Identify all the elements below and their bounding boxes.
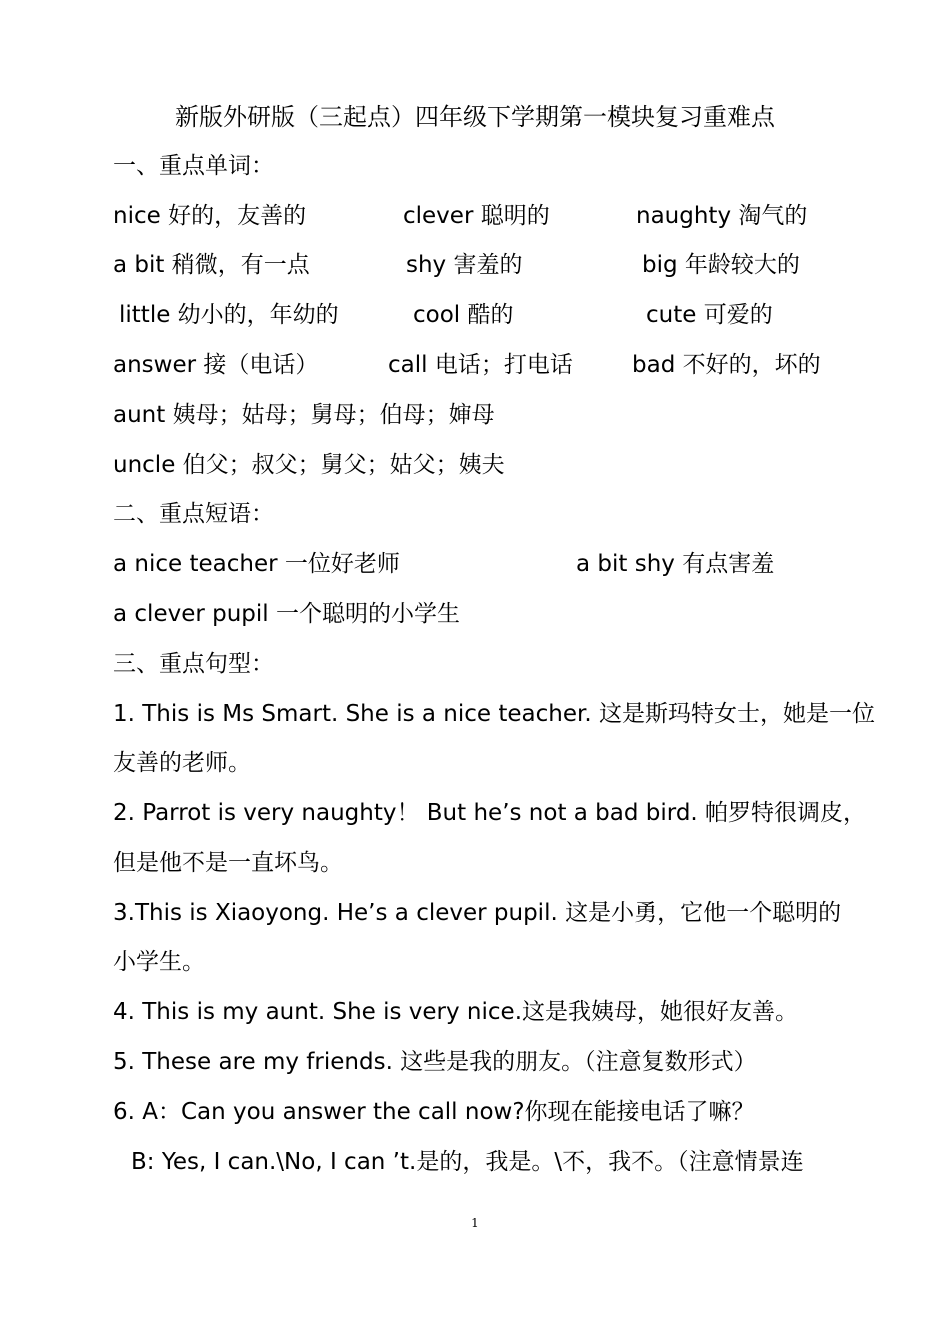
sentence-3-line-2: 小学生。 (113, 949, 205, 975)
word-shy: shy 害羞的 (406, 252, 523, 278)
phrases-heading: 二、重点短语： (113, 501, 274, 527)
sentence-6-answer: B: Yes, I can.\No, I can ’t.是的，我是。\不，我不。（注意情景连 (131, 1149, 804, 1175)
word-naughty: naughty 淘气的 (636, 203, 808, 229)
sentence-5: 5. These are my friends. 这些是我的朋友。（注意复数形式） (113, 1049, 757, 1075)
phrase-bit-shy: a bit shy 有点害羞 (576, 551, 775, 577)
word-answer: answer 接（电话） (113, 352, 319, 378)
word-cool: cool 酷的 (413, 302, 514, 328)
sentence-2-line-2: 但是他不是一直坏鸟。 (113, 850, 343, 876)
word-bad: bad 不好的，坏的 (632, 352, 821, 378)
word-call: call 电话；打电话 (388, 352, 573, 378)
sentence-1-line-1: 1. This is Ms Smart. She is a nice teacher. 这是斯玛特女士，她是一位 (113, 701, 875, 727)
page-number: 1 (471, 1216, 479, 1230)
word-aunt: aunt 姨母；姑母；舅母；伯母；婶母 (113, 402, 495, 428)
words-heading: 一、重点单词： (113, 153, 274, 179)
word-nice: nice 好的，友善的 (113, 203, 307, 229)
sentence-3-line-1: 3.This is Xiaoyong. He’s a clever pupil. 这是小勇，它他一个聪明的 (113, 900, 842, 926)
word-uncle: uncle 伯父；叔父；舅父；姑父；姨夫 (113, 452, 505, 478)
sentence-2-line-1: 2. Parrot is very naughty！ But he’s not a bad bird. 帕罗特很调皮， (113, 800, 867, 826)
phrase-nice-teacher: a nice teacher 一位好老师 (113, 551, 400, 577)
document-title: 新版外研版（三起点）四年级下学期第一模块复习重难点 (175, 103, 775, 131)
sentence-1-line-2: 友善的老师。 (113, 750, 251, 776)
word-little: little 幼小的，年幼的 (119, 302, 339, 328)
word-clever: clever 聪明的 (403, 203, 550, 229)
word-a-bit: a bit 稍微，有一点 (113, 252, 310, 278)
phrase-clever-pupil: a clever pupil 一个聪明的小学生 (113, 601, 460, 627)
sentence-6-question: 6. A：Can you answer the call now?你现在能接电话了嘛？ (113, 1099, 755, 1125)
sentence-4: 4. This is my aunt. She is very nice.这是我姨母，她很好友善。 (113, 999, 799, 1025)
word-cute: cute 可爱的 (646, 302, 773, 328)
sentences-heading: 三、重点句型： (113, 651, 274, 677)
word-big: big 年龄较大的 (642, 252, 800, 278)
